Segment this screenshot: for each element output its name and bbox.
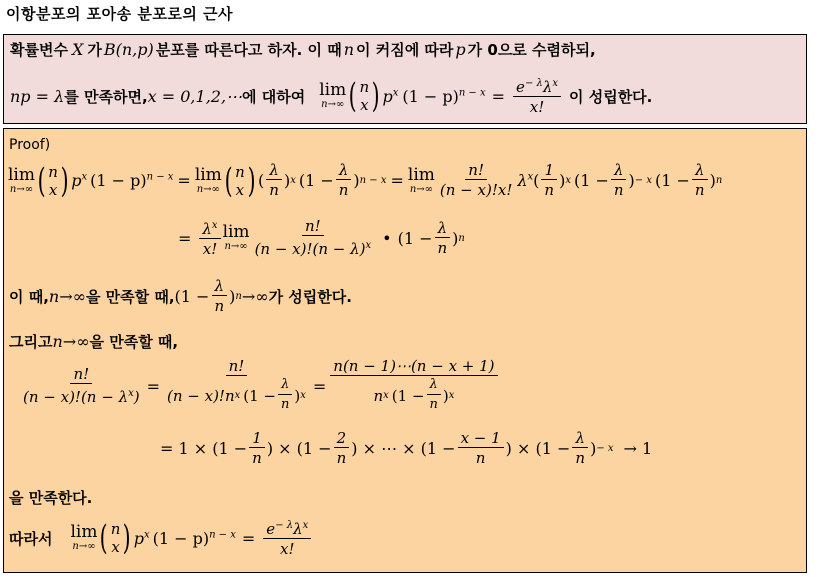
statement-text: 가 0으로 수렴하되, (467, 41, 596, 59)
statement-text: 이 성립한다. (569, 87, 653, 106)
proof-line-5: 을 만족한다. (9, 489, 93, 507)
statement-text: 분포를 따른다고 하자. 이 때 (155, 41, 342, 59)
proof-line-3: 이 때, n→∞ 을 만족할 때, (1 − $\frac{\lambda}{n}$ ) n →∞ 가 성립한다. (9, 277, 352, 315)
limit-operator: lim n→∞ (70, 522, 98, 552)
proof-equation-2: = $\frac{\lambda^x}{x!}$ lim n→∞ $\frac{n!}{(n - x)!(n - \lambda)^x}$ • (1 − $\frac{\lambda}{n}$ ) n (178, 217, 465, 258)
variable-p: p (455, 40, 466, 59)
proof-line-4: 그리고 n→∞ 을 만족할 때, (9, 332, 179, 351)
proof-equation-1: lim n→∞ ( n x ) $p^x$ $(1 - p)^{n - x}$ = lim n→∞ ( n x ) ( $\frac{\lambda}{n}$ ) x (1 − $\frac{\lambda}{n}$ ) n − x = lim n→∞ $\frac{n!}{(n - x)!x!}$ $\lambda^x$ ( $\frac{1}{n}$ ) x (1 − $\frac{\lambda}{n}$ ) − x (1 − $\frac{\lambda}{n}$ ) n (8, 160, 723, 201)
page-title: 이항분포의 포아송 분포로의 근사 (6, 5, 234, 23)
limit-operator: lim n→∞ (8, 164, 35, 195)
statement-text: 를 만족하면, (64, 87, 148, 106)
poisson-fraction: $\frac{e^{- \lambda}\lambda^x}{x!}$ (513, 75, 561, 117)
x-values: x = 0,1,2,⋯ (147, 86, 243, 106)
condition-np-lambda: np = λ (10, 86, 65, 106)
limit-operator: lim n→∞ (194, 164, 222, 195)
statement-line-2 (10, 75, 652, 117)
variable-x: X (71, 40, 84, 59)
proof-label: Proof) (9, 137, 51, 153)
binomial-coefficient: ( n x ) (348, 76, 380, 116)
proof-equation-4: = 1 × (1 − $\frac{1}{n}$ ) × (1 − $\frac{2}{n}$ ) × ⋯ × (1 − $\frac{x - 1}{n}$ ) × (1 − $\frac{\lambda}{n}$ ) − x → 1 (160, 429, 653, 467)
binomial-dist: B(n,p) (103, 40, 154, 59)
statement-text: 이 커짐에 따라 (356, 41, 454, 59)
statement-text: 확률변수 (10, 41, 68, 59)
statement-text: 가 (87, 41, 102, 59)
factorial-fraction: $\frac{n!}{(n - x)!x!}$ (439, 161, 513, 199)
limit-operator: lim n→∞ (222, 222, 250, 252)
equals-sign: = (491, 86, 506, 106)
proof-equation-3: $\frac{n!}{(n - x)!(n - \lambda^x)}$ = n! (n − x)!n x (1 − $\frac{\lambda}{n}$ ) x = n(n − 1)⋯(n − x + 1) n x (1 − $\frac{\lambda}{n}$ ) x (18, 357, 500, 415)
binomial-coefficient: ( n x ) (37, 160, 69, 201)
variable-n: n (343, 40, 355, 59)
statement-line-1 (10, 39, 596, 60)
math-expr: $p^x$ $(1 - p)^{n - x}$ (382, 86, 486, 106)
limit-operator: lim n→∞ (319, 80, 347, 110)
proof-conclusion: 따라서 lim n→∞ ( n x ) $p^x$ $(1 - p)^{n - x}$ = $\frac{e^{- \lambda}\lambda^x}{x!}$ (9, 517, 313, 559)
theorem-statement-box (3, 34, 807, 124)
statement-text: 에 대하여 (242, 87, 306, 106)
proof-box (3, 128, 807, 573)
